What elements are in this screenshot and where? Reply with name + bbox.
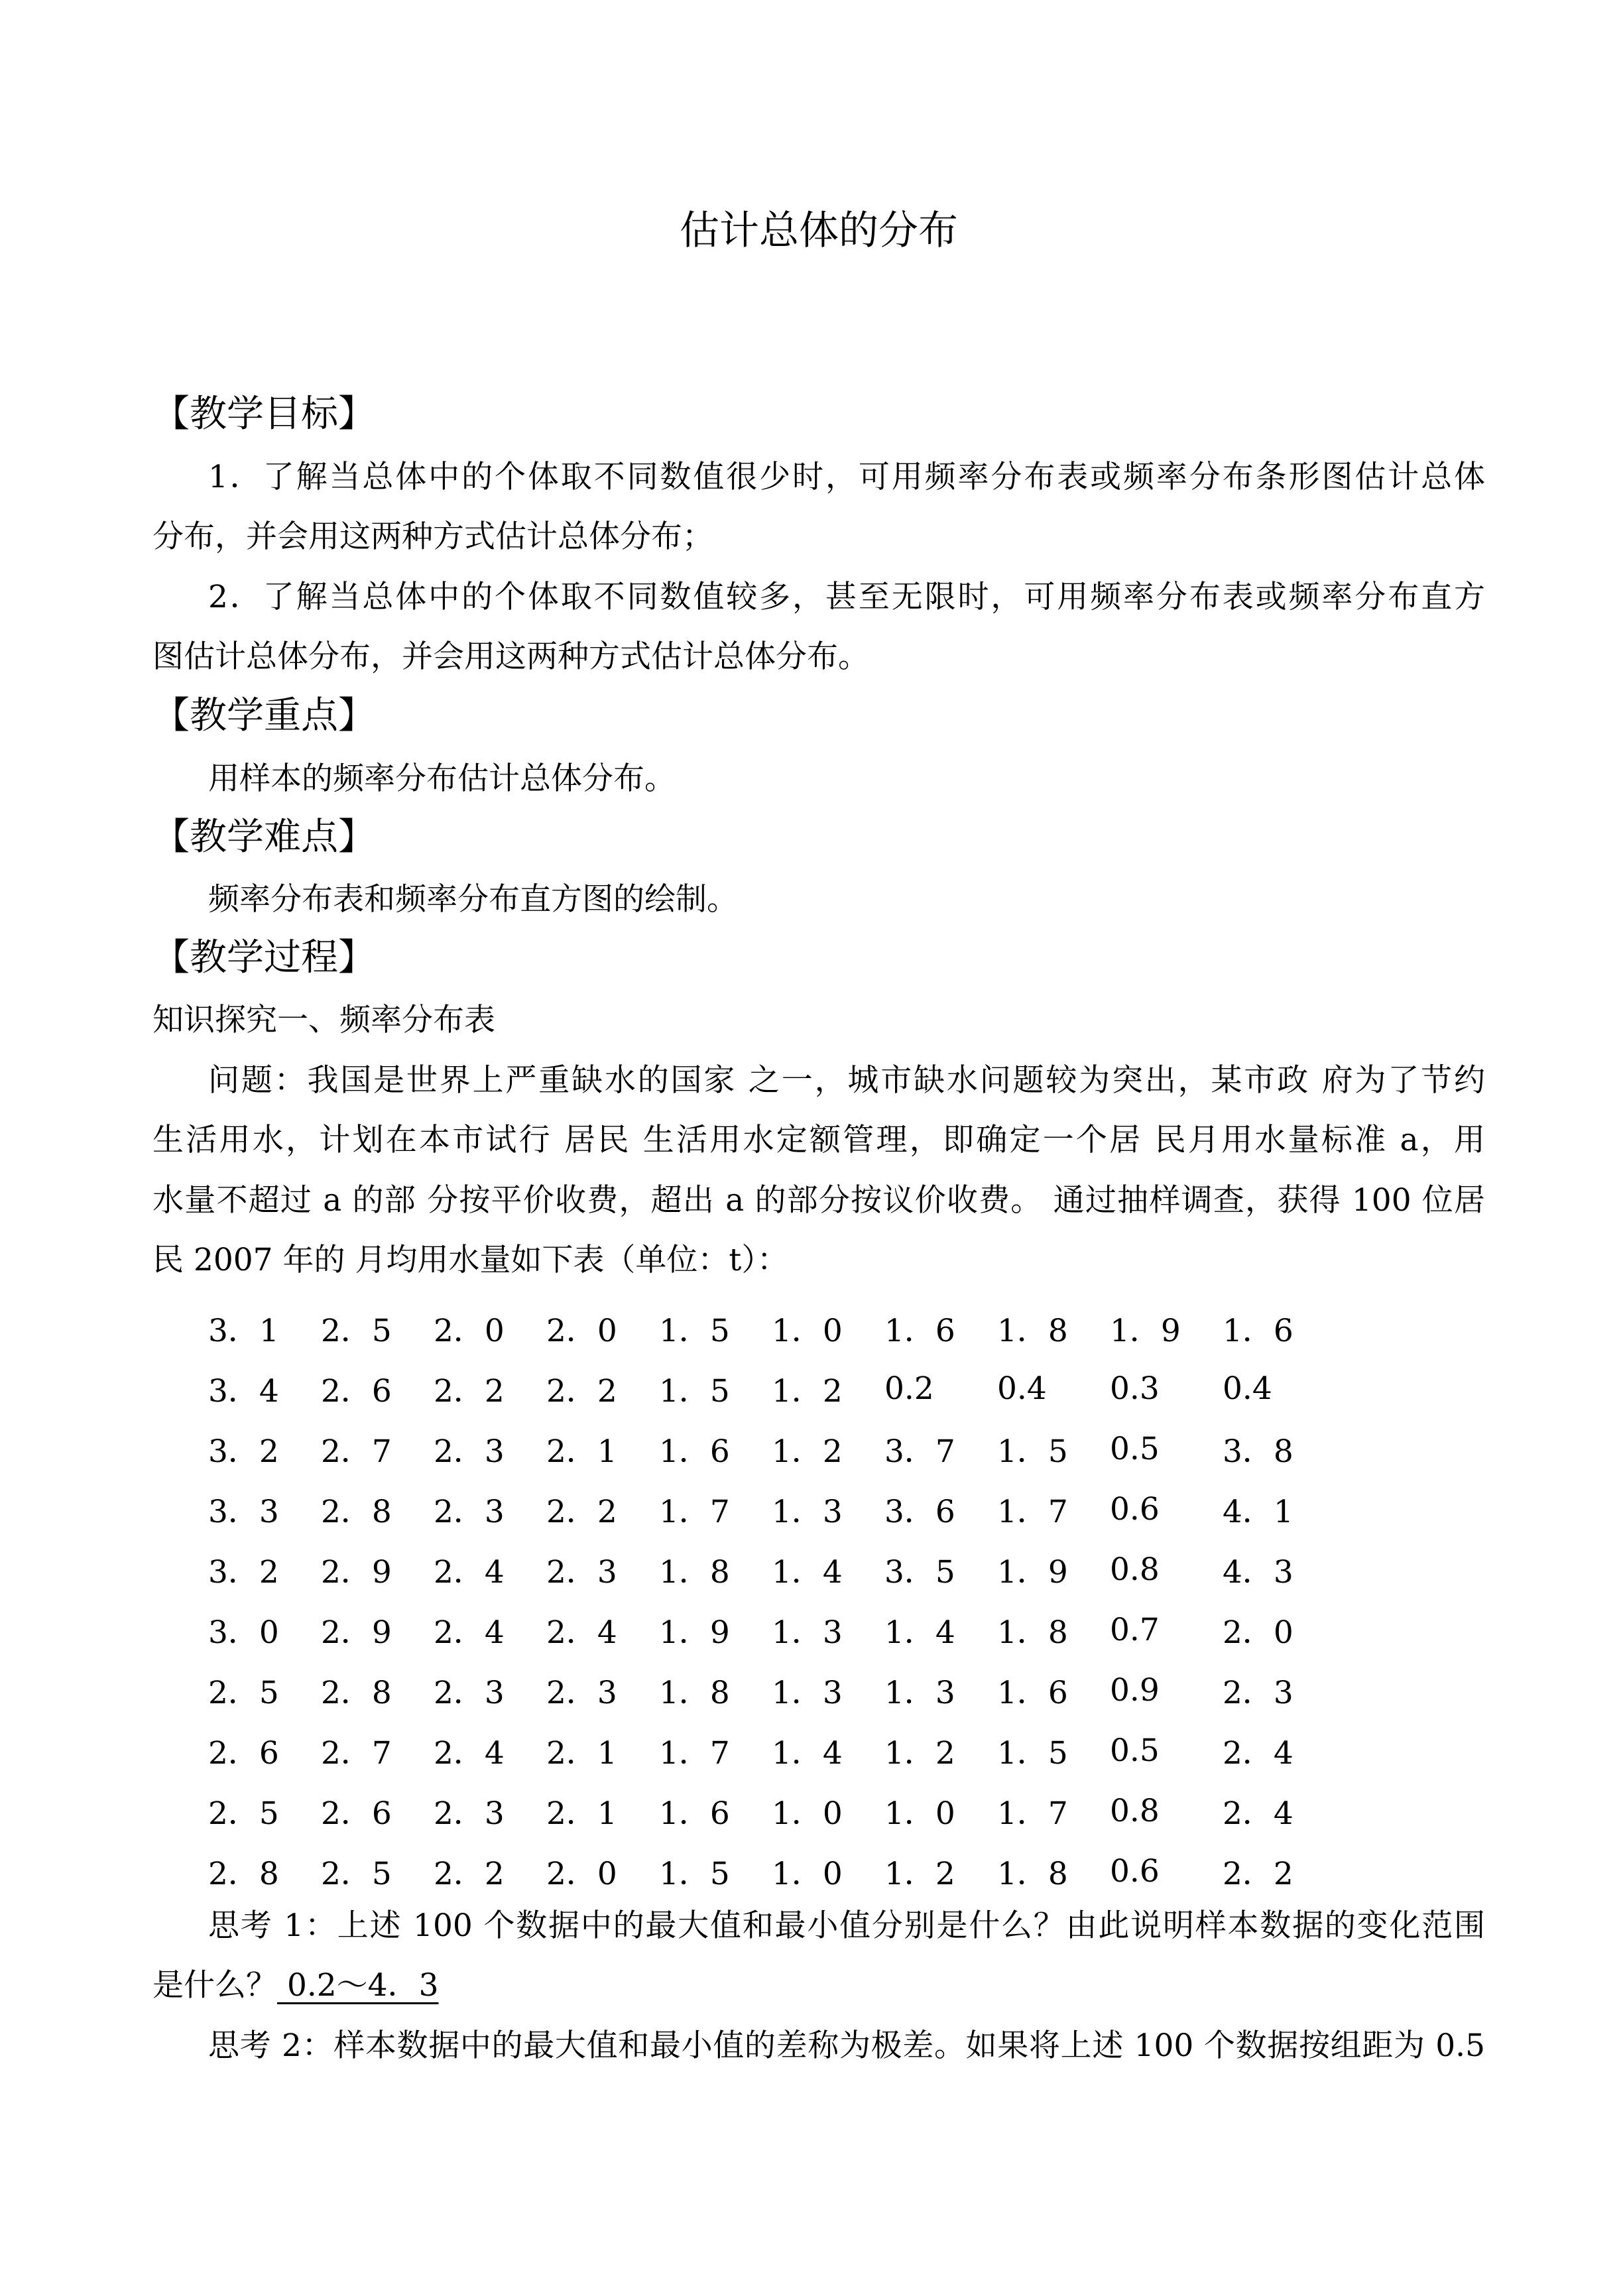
table-cell: 1．5 bbox=[659, 1856, 730, 1892]
table-cell: 2．0 bbox=[546, 1313, 617, 1349]
table-cell: 1．4 bbox=[772, 1735, 843, 1772]
table-cell: 1．5 bbox=[659, 1373, 730, 1410]
table-row bbox=[208, 1540, 1335, 1600]
table-row bbox=[208, 1721, 1335, 1781]
table-cell: 2．3 bbox=[546, 1554, 617, 1591]
table-cell: 2．1 bbox=[546, 1433, 617, 1470]
table-cell: 1．0 bbox=[772, 1795, 843, 1832]
table-cell: 1．6 bbox=[997, 1675, 1068, 1711]
table-cell: 1．2 bbox=[772, 1373, 843, 1410]
table-cell: 2．9 bbox=[321, 1614, 392, 1651]
table-cell: 2．3 bbox=[1223, 1675, 1293, 1711]
table-cell: 2．8 bbox=[321, 1675, 392, 1711]
table-row bbox=[208, 1419, 1335, 1479]
difficulty-text: 频率分布表和频率分布直方图的绘制。 bbox=[208, 881, 738, 918]
table-cell: 3．3 bbox=[208, 1494, 279, 1530]
table-cell: 1．7 bbox=[997, 1795, 1068, 1832]
process-heading: 【教学过程】 bbox=[152, 936, 375, 979]
table-cell: 4．3 bbox=[1223, 1554, 1293, 1591]
goal-1-line-1: 1．了解当总体中的个体取不同数值很少时，可用频率分布表或频率分布条形图估计总体 bbox=[208, 459, 1485, 495]
table-cell: 2．5 bbox=[321, 1856, 392, 1892]
problem-line-3: 水量不超过 a 的部 分按平价收费，超出 a 的部分按议价收费。 通过抽样调查，获得 100 位居 bbox=[152, 1182, 1485, 1219]
goal-2-line-1: 2．了解当总体中的个体取不同数值较多，甚至无限时，可用频率分布表或频率分布直方 bbox=[208, 579, 1485, 615]
table-cell: 1．6 bbox=[659, 1795, 730, 1832]
table-cell: 1．0 bbox=[772, 1856, 843, 1892]
table-cell: 3．8 bbox=[1223, 1433, 1293, 1470]
table-cell: 3．5 bbox=[884, 1554, 955, 1591]
table-cell: 2．4 bbox=[1223, 1795, 1293, 1832]
table-cell: 1．8 bbox=[997, 1856, 1068, 1892]
table-cell: 1．5 bbox=[659, 1313, 730, 1349]
keypoint-text: 用样本的频率分布估计总体分布。 bbox=[208, 760, 676, 797]
table-cell: 1．5 bbox=[997, 1735, 1068, 1772]
table-cell: 1．6 bbox=[1223, 1313, 1293, 1349]
table-cell: 2．5 bbox=[321, 1313, 392, 1349]
table-cell: 2．8 bbox=[321, 1494, 392, 1530]
table-cell: 0.7 bbox=[1110, 1612, 1160, 1648]
water-usage-table bbox=[208, 1298, 1335, 1902]
table-cell: 3．1 bbox=[208, 1313, 279, 1349]
think-2-line-1: 思考 2：样本数据中的最大值和最小值的差称为极差。如果将上述 100 个数据按组距为 0.5 bbox=[208, 2027, 1485, 2064]
table-cell: 1．3 bbox=[884, 1675, 955, 1711]
table-cell: 2．2 bbox=[434, 1373, 505, 1410]
table-cell: 2．3 bbox=[434, 1795, 505, 1832]
table-cell: 2．3 bbox=[434, 1433, 505, 1470]
table-cell: 1．7 bbox=[997, 1494, 1068, 1530]
table-cell: 2．6 bbox=[321, 1795, 392, 1832]
table-cell: 2．4 bbox=[434, 1735, 505, 1772]
goal-2-line-2: 图估计总体分布，并会用这两种方式估计总体分布。 bbox=[152, 638, 869, 675]
think-1-question-tail: 是什么？ bbox=[152, 1967, 277, 2004]
table-row bbox=[208, 1600, 1335, 1660]
table-cell: 1．4 bbox=[884, 1614, 955, 1651]
document-page bbox=[152, 0, 1485, 2296]
table-cell: 2．6 bbox=[208, 1735, 279, 1772]
table-cell: 0.2 bbox=[884, 1370, 934, 1407]
table-cell: 0.5 bbox=[1110, 1431, 1160, 1467]
table-cell: 3．6 bbox=[884, 1494, 955, 1530]
table-cell: 2．1 bbox=[546, 1735, 617, 1772]
table-cell: 2．2 bbox=[1223, 1856, 1293, 1892]
table-cell: 2．4 bbox=[1223, 1735, 1293, 1772]
table-cell: 0.8 bbox=[1110, 1551, 1160, 1588]
table-row bbox=[208, 1298, 1335, 1359]
explore-1-title: 知识探究一、频率分布表 bbox=[152, 1002, 495, 1038]
table-cell: 2．8 bbox=[208, 1856, 279, 1892]
keypoint-heading: 【教学重点】 bbox=[152, 694, 375, 737]
table-row bbox=[208, 1359, 1335, 1419]
table-cell: 2．9 bbox=[321, 1554, 392, 1591]
problem-line-1: 问题：我国是世界上严重缺水的国家 之一，城市缺水问题较为突出，某市政 府为了节约 bbox=[208, 1062, 1485, 1099]
table-row bbox=[208, 1781, 1335, 1841]
table-cell: 4．1 bbox=[1223, 1494, 1293, 1530]
table-cell: 2．1 bbox=[546, 1795, 617, 1832]
table-cell: 3．4 bbox=[208, 1373, 279, 1410]
table-cell: 1．8 bbox=[997, 1614, 1068, 1651]
table-cell: 2．0 bbox=[546, 1856, 617, 1892]
table-cell: 0.5 bbox=[1110, 1732, 1160, 1769]
goal-1-line-2: 分布，并会用这两种方式估计总体分布； bbox=[152, 518, 713, 555]
table-cell: 2．5 bbox=[208, 1795, 279, 1832]
table-cell: 0.9 bbox=[1110, 1672, 1160, 1709]
table-row bbox=[208, 1841, 1335, 1902]
table-cell: 1．3 bbox=[772, 1494, 843, 1530]
table-cell: 1．0 bbox=[772, 1313, 843, 1349]
table-cell: 3．2 bbox=[208, 1433, 279, 1470]
table-cell: 1．6 bbox=[659, 1433, 730, 1470]
table-cell: 1．9 bbox=[1110, 1313, 1181, 1349]
table-cell: 2．5 bbox=[208, 1675, 279, 1711]
table-cell: 1．3 bbox=[772, 1614, 843, 1651]
table-cell: 0.8 bbox=[1110, 1793, 1160, 1829]
table-cell: 1．3 bbox=[772, 1675, 843, 1711]
table-cell: 3．0 bbox=[208, 1614, 279, 1651]
table-cell: 1．8 bbox=[997, 1313, 1068, 1349]
problem-line-2: 生活用水，计划在本市试行 居民 生活用水定额管理，即确定一个居 民月用水量标准 a，用 bbox=[152, 1122, 1485, 1158]
table-cell: 2．6 bbox=[321, 1373, 392, 1410]
table-cell: 2．7 bbox=[321, 1433, 392, 1470]
table-cell: 0.4 bbox=[1223, 1370, 1272, 1407]
table-cell: 1．2 bbox=[772, 1433, 843, 1470]
table-cell: 2．3 bbox=[546, 1675, 617, 1711]
table-cell: 1．7 bbox=[659, 1735, 730, 1772]
table-cell: 2．0 bbox=[1223, 1614, 1293, 1651]
table-cell: 2．4 bbox=[434, 1614, 505, 1651]
table-cell: 2．3 bbox=[434, 1675, 505, 1711]
table-cell: 1．9 bbox=[659, 1614, 730, 1651]
table-cell: 1．8 bbox=[659, 1554, 730, 1591]
think-1-answer: 0.2～4．3 bbox=[277, 1967, 439, 2004]
table-cell: 1．7 bbox=[659, 1494, 730, 1530]
table-cell: 1．9 bbox=[997, 1554, 1068, 1591]
table-cell: 1．6 bbox=[884, 1313, 955, 1349]
table-cell: 0.4 bbox=[997, 1370, 1047, 1407]
table-cell: 2．2 bbox=[546, 1373, 617, 1410]
table-cell: 0.6 bbox=[1110, 1853, 1160, 1890]
table-cell: 2．2 bbox=[546, 1494, 617, 1530]
think-1-line-2 bbox=[152, 1963, 1485, 2009]
table-cell: 2．3 bbox=[434, 1494, 505, 1530]
table-row bbox=[208, 1479, 1335, 1540]
goals-heading: 【教学目标】 bbox=[152, 393, 375, 436]
table-cell: 1．8 bbox=[659, 1675, 730, 1711]
table-cell: 1．2 bbox=[884, 1735, 955, 1772]
table-cell: 0.6 bbox=[1110, 1491, 1160, 1528]
table-cell: 1．2 bbox=[884, 1856, 955, 1892]
table-cell: 1．0 bbox=[884, 1795, 955, 1832]
table-cell: 0.3 bbox=[1110, 1370, 1160, 1407]
table-row bbox=[208, 1660, 1335, 1721]
table-cell: 1．4 bbox=[772, 1554, 843, 1591]
table-cell: 3．2 bbox=[208, 1554, 279, 1591]
difficulty-heading: 【教学难点】 bbox=[152, 816, 375, 859]
table-cell: 1．5 bbox=[997, 1433, 1068, 1470]
table-cell: 2．2 bbox=[434, 1856, 505, 1892]
table-cell: 2．0 bbox=[434, 1313, 505, 1349]
document-title: 估计总体的分布 bbox=[680, 208, 958, 254]
table-cell: 2．4 bbox=[546, 1614, 617, 1651]
think-1-line-1: 思考 1：上述 100 个数据中的最大值和最小值分别是什么？由此说明样本数据的变化范围 bbox=[208, 1907, 1485, 1944]
problem-line-4: 民 2007 年的 月均用水量如下表（单位：t）： bbox=[152, 1242, 788, 1278]
table-cell: 2．7 bbox=[321, 1735, 392, 1772]
table-cell: 2．4 bbox=[434, 1554, 505, 1591]
table-cell: 3．7 bbox=[884, 1433, 955, 1470]
